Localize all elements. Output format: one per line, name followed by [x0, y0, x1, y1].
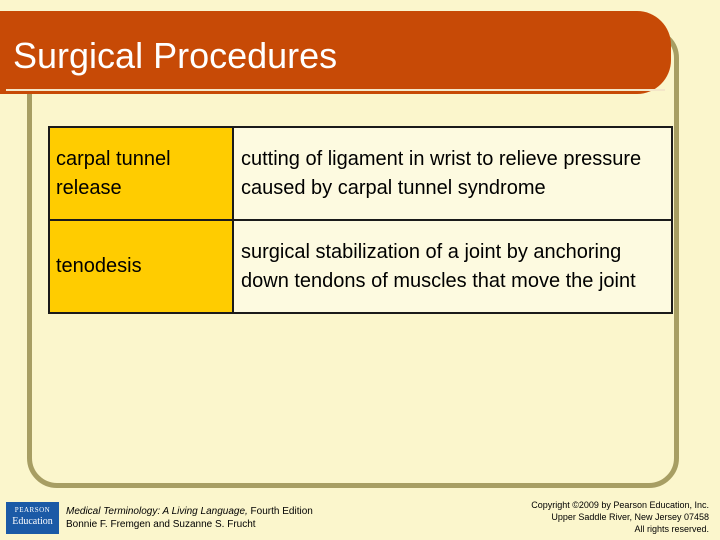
book-edition: Fourth Edition	[247, 506, 313, 517]
book-title: Medical Terminology: A Living Language,	[66, 506, 248, 517]
terms-table	[48, 126, 673, 314]
book-citation	[66, 505, 313, 531]
logo-bottom-text: Education	[12, 516, 53, 527]
term-cell: tenodesis	[49, 220, 233, 313]
table-row	[49, 127, 672, 220]
slide-title: Surgical Procedures	[13, 35, 338, 76]
title-underline	[6, 89, 665, 91]
pearson-logo	[6, 502, 59, 534]
logo-top-text: PEARSON	[14, 506, 51, 514]
copyright-line-3: All rights reserved.	[634, 524, 709, 534]
citation-line-1	[66, 505, 313, 518]
table-row	[49, 220, 672, 313]
definition-cell: cutting of ligament in wrist to relieve pressure caused by carpal tunnel syndrome	[233, 127, 672, 220]
definition-cell: surgical stabilization of a joint by anchoring down tendons of muscles that move the joint	[233, 220, 672, 313]
copyright-line-2: Upper Saddle River, New Jersey 07458	[551, 512, 709, 522]
term-cell: carpal tunnel release	[49, 127, 233, 220]
citation-authors: Bonnie F. Fremgen and Suzanne S. Frucht	[66, 519, 256, 530]
copyright-line-1: Copyright ©2009 by Pearson Education, Inc.	[531, 500, 709, 510]
copyright-notice	[531, 499, 709, 535]
